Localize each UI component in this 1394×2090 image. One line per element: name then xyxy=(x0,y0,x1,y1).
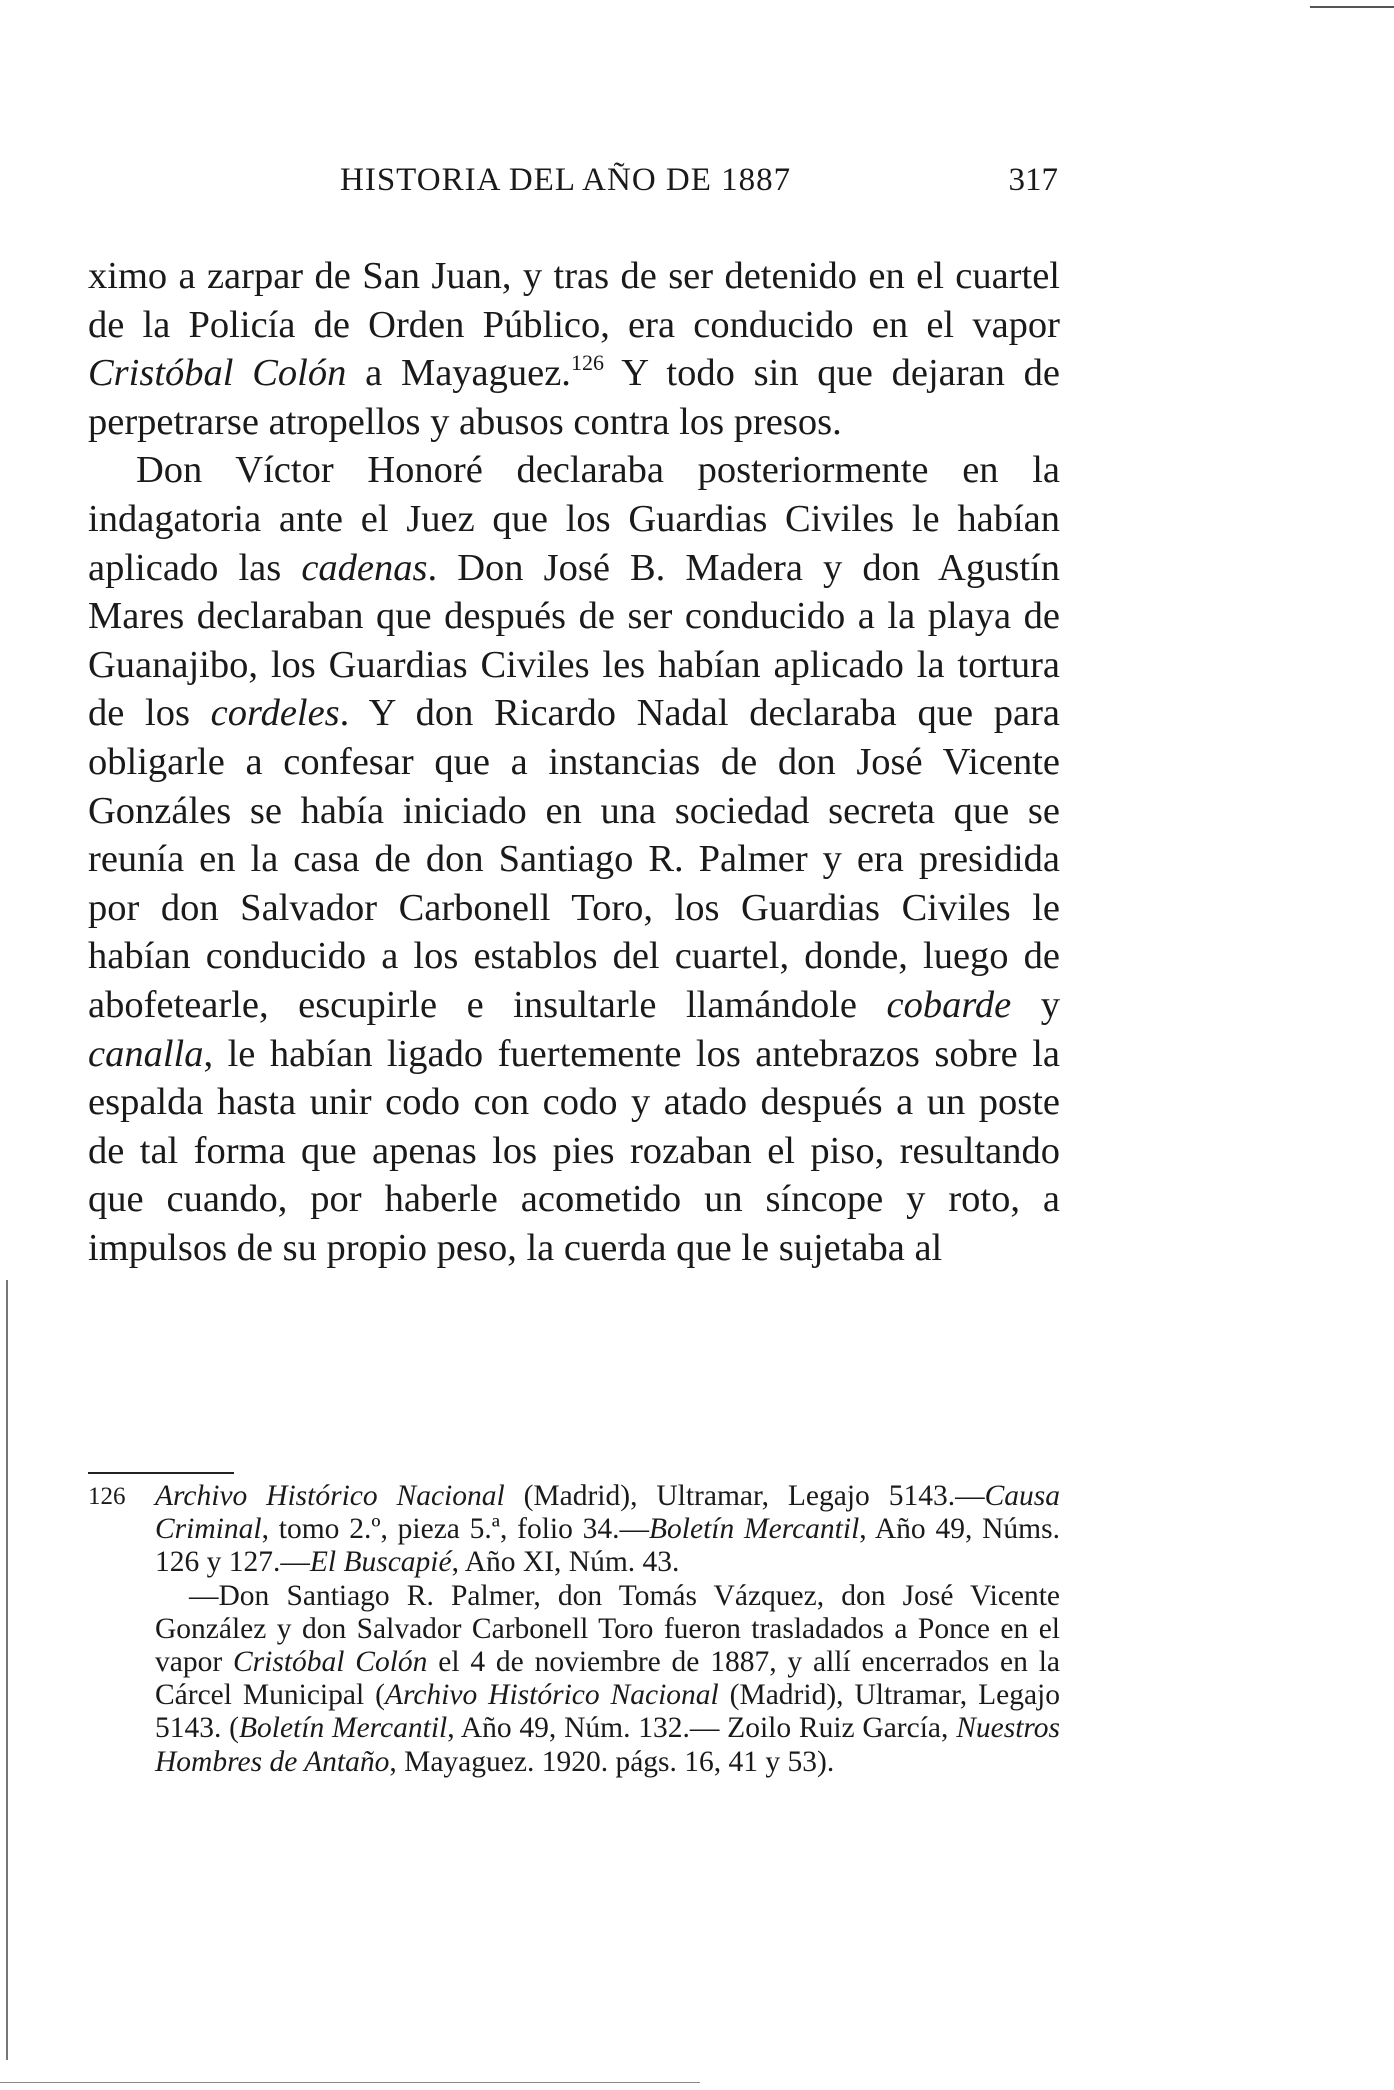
italic-term-cordeles: cordeles xyxy=(210,692,340,735)
footnote-number: 126 xyxy=(88,1483,126,1510)
paragraph-2: Don Víctor Honoré declaraba posteriormente en la indagatoria ante el Juez que los Guardias Civiles le habían aplicado las cadenas. Don José B. Madera y don Agustín Mares declaraban que después de ser conducido a la playa de Guanajibo, los Guardias Civiles les habían aplicado la tortura de los cordeles. Y don Ricardo Nadal declaraba que para obligarle a confesar que a instancias de don José Vicente Gonzáles se había iniciado en una sociedad secreta que se reunía en la casa de don Santiago R. Palmer y era presidida por don Salvador Carbonell Toro, los Guardias Civiles le habían conducido a los establos del cuartel, donde, luego de abofetearle, escupirle e insultarle llamándole cobarde y canalla, le habían ligado fuertemente los antebrazos sobre la espalda hasta unir codo con codo y atado después a un poste de tal forma que apenas los pies rozaban el piso, resultando que cuando, por haberle acometido un síncope y roto, a impulsos de su propio peso, la cuerda que le sujetaba al xyxy=(88,449,1061,1269)
scan-edge-left xyxy=(6,1280,8,2060)
page-number: 317 xyxy=(1008,162,1058,198)
italic-term-cobarde: cobarde xyxy=(886,983,1012,1026)
paragraph-1: ximo a zarpar de San Juan, y tras de ser detenido en el cuartel de la Policía de Orden Público, era conducido en el vapor Cristóbal Colón a Mayaguez.$^{126}$ Y todo sin que dejaran de perpetrarse atropellos y abusos contra los presos. xyxy=(88,255,1060,443)
footnotes xyxy=(88,1480,1060,1779)
italic-term-cadenas: cadenas xyxy=(301,546,428,589)
footnote-126: 126 Archivo Histórico Nacional (Madrid), Ultramar, Legajo 5143.—Causa Criminal, tomo 2.º, pieza 5.ª, folio 34.—Boletín Mercantil, Año 49, Núms. 126 y 127.—El Buscapié, Año XI, Núm. 43. xyxy=(88,1480,1060,1579)
footnote-reference: 126 xyxy=(570,350,604,376)
footnote-rule xyxy=(88,1472,234,1474)
italic-term-canalla: canalla xyxy=(88,1032,204,1075)
scan-edge-bottom xyxy=(0,2082,700,2083)
ship-name: Cristóbal Colón xyxy=(88,352,347,395)
footnote-126-continued: —Don Santiago R. Palmer, don Tomás Vázquez, don José Vicente González y don Salvador Carbonell Toro fueron trasladados a Ponce en el vapor Cristóbal Colón el 4 de noviembre de 1887, y allí encerrados en la Cárcel Municipal (Archivo Histórico Nacional (Madrid), Ultramar, Legajo 5143. (Boletín Mercantil, Año 49, Núm. 132.— Zoilo Ruiz García, Nuestros Hombres de Antaño, Mayaguez. 1920. págs. 16, 41 y 53). xyxy=(155,1579,1060,1778)
page-header xyxy=(90,162,1058,208)
body-text xyxy=(88,252,1060,1272)
scan-edge-top xyxy=(1310,6,1394,8)
running-head: HISTORIA DEL AÑO DE 1887 xyxy=(340,162,792,198)
